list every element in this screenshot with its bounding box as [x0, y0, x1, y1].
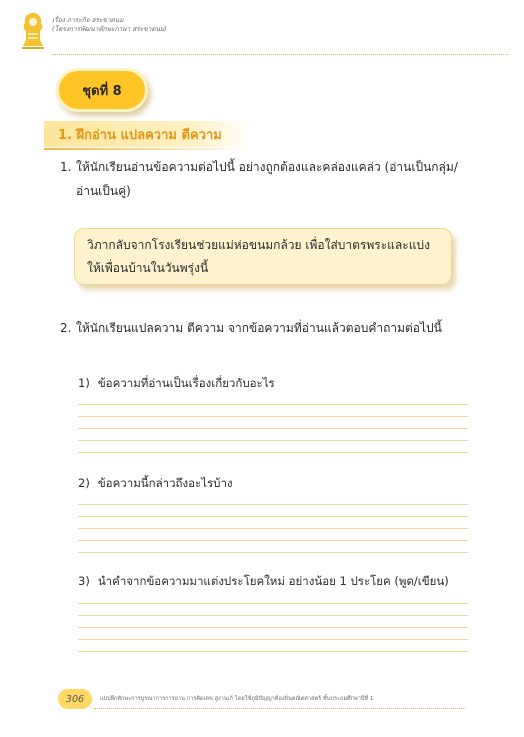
footer-caption: แบบฝึกทักษะการบูรณาการการอ่าน การคิดเลข สู่งานเก้ โดยใช้ภูมิปัญญาท้องถิ่นคณิตศาสตร์ ชั้นประถมศึกษาปีที่ 1 [100, 696, 374, 702]
answer-line[interactable] [78, 592, 468, 604]
question-2-number: 2. [60, 321, 72, 335]
subquestion-1-number: 1) [78, 376, 90, 390]
answer-line[interactable] [78, 417, 468, 429]
answer-line[interactable] [78, 505, 468, 517]
answer-lines-1[interactable] [78, 393, 468, 453]
section-underline [44, 148, 252, 150]
answer-line[interactable] [78, 393, 468, 405]
section-title: 1. ฝึกอ่าน แปลความ ตีความ [58, 127, 222, 143]
answer-line[interactable] [78, 493, 468, 505]
subquestion-3-number: 3) [78, 574, 90, 588]
section-heading [44, 121, 252, 147]
header-divider [52, 54, 508, 55]
question-1-text: ให้นักเรียนอ่านข้อความต่อไปนี้ อย่างถูกต้องและคล่องแคล่ว (อ่านเป็นกลุ่ม/อ่านเป็นคู่) [76, 160, 458, 198]
footer-divider [94, 708, 466, 709]
header-line-1: เรื่อง ภาระกิจ สระขาดนม [52, 16, 124, 24]
answer-line[interactable] [78, 441, 468, 453]
question-1-number: 1. [60, 160, 72, 174]
subquestion-3 [78, 573, 449, 591]
answer-line[interactable] [78, 640, 468, 652]
page-header [18, 10, 508, 52]
answer-lines-2[interactable] [78, 493, 468, 553]
answer-line[interactable] [78, 517, 468, 529]
answer-line[interactable] [78, 604, 468, 616]
answer-line[interactable] [78, 628, 468, 640]
subquestion-3-text: นำคำจากข้อความมาแต่งประโยคใหม่ อย่างน้อย 1 ประโยค (พูด/เขียน) [97, 574, 449, 588]
question-2-text: ให้นักเรียนแปลความ ตีความ จากข้อความที่อ่านแล้วตอบคำถามต่อไปนี้ [76, 321, 442, 335]
subquestion-2-text: ข้อความนี้กล่าวถึงอะไรบ้าง [97, 476, 233, 490]
set-badge [56, 68, 148, 112]
subquestion-2 [78, 475, 233, 493]
answer-line[interactable] [78, 405, 468, 417]
subquestion-1 [78, 375, 275, 393]
answer-lines-3[interactable] [78, 592, 468, 652]
school-logo-icon [18, 10, 48, 50]
page-number: 306 [65, 693, 85, 705]
answer-line[interactable] [78, 541, 468, 553]
answer-line[interactable] [78, 616, 468, 628]
reading-passage-box [74, 228, 452, 285]
answer-line[interactable] [78, 529, 468, 541]
question-1 [60, 155, 474, 203]
question-2 [60, 316, 474, 340]
subquestion-1-text: ข้อความที่อ่านเป็นเรื่องเกี่ยวกับอะไร [97, 376, 275, 390]
subquestion-2-number: 2) [78, 476, 90, 490]
set-badge-label: ชุดที่ 8 [82, 83, 122, 99]
header-caption [52, 16, 167, 34]
page-number-badge [58, 689, 92, 709]
answer-line[interactable] [78, 429, 468, 441]
reading-passage-text: วิภากลับจากโรงเรียนช่วยแม่ห่อขนมกล้วย เพื่อใส่บาตรพระและแบ่งให้เพื่อนบ้านในวันพรุ่งนี้ [87, 238, 430, 275]
header-line-2: (โครงการพัฒนาทักษะภาษา สระขาดนม) [52, 25, 167, 33]
